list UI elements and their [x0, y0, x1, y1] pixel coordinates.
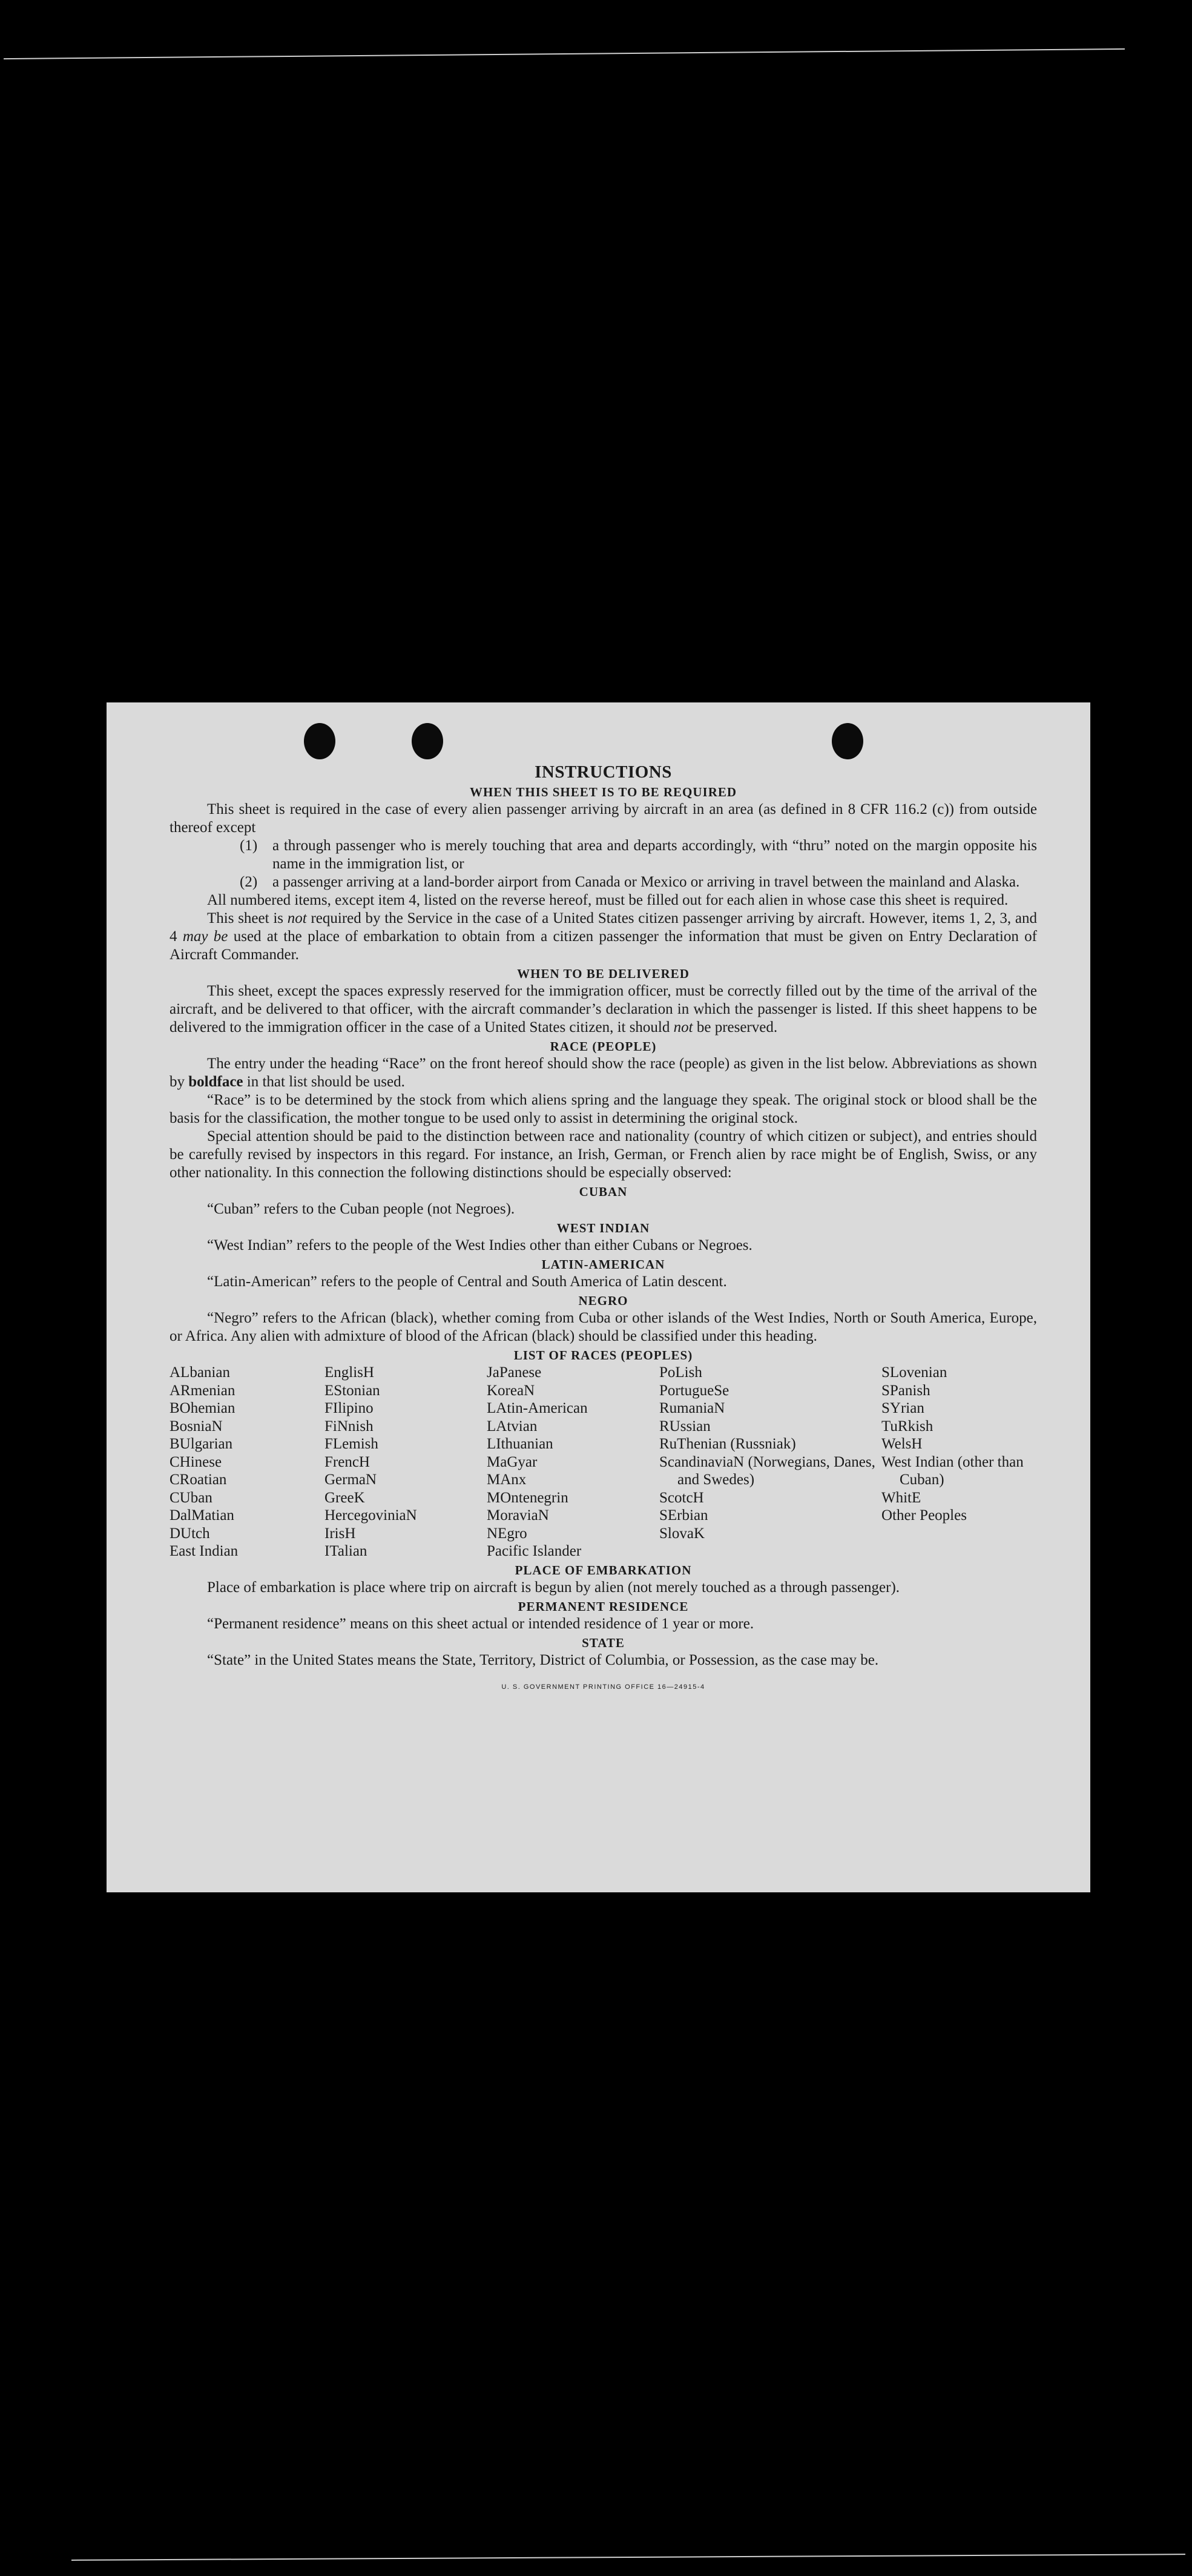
race-entry: SErbian — [659, 1507, 708, 1524]
race-column — [881, 1364, 1039, 1560]
race-entry: MOntenegrin — [487, 1489, 568, 1506]
punch-hole — [832, 723, 863, 759]
race-entry: ITalian — [324, 1543, 367, 1559]
text-run: The entry under the heading “Race” on the front hereof should show the race (people) as given in the list below. Abbreviations as shown by — [170, 1055, 1037, 1090]
paragraph — [170, 910, 1037, 964]
race-entry: ALbanian — [170, 1364, 230, 1381]
section-heading: PLACE OF EMBARKATION — [515, 1562, 692, 1577]
paragraph: “Race” is to be determined by the stock from which aliens spring and the language they speak. The original stock or blood shall be the basis for the classification, the mother tongue to be used only to assist in determining the original stock. — [170, 1092, 1037, 1126]
race-entry: LAtin-American — [487, 1400, 588, 1416]
list-item — [240, 837, 1037, 873]
race-entry: BUlgarian — [170, 1436, 233, 1452]
race-entry: MaGyar — [487, 1453, 538, 1470]
race-entry: CUban — [170, 1489, 212, 1506]
race-column — [659, 1364, 881, 1560]
text-run: This sheet, except the spaces expressly reserved for the immigration officer, must be correctly filled out by the time of the arrival of the aircraft, and be delivered to that officer, with the aircraft commander’s declaration in which the passenger is listed. If this sheet happens to be delivered to the immigration officer in the case of a United States citizen, it should — [170, 983, 1037, 1035]
text-run: required by the Service in the case of a United States citizen passenger arriving by aircraft. However, items 1, 2, 3, and 4 — [170, 910, 1037, 945]
race-entry: ScandinaviaN (Norwegians, Danes, and Swedes) — [659, 1453, 875, 1488]
race-entry: PortugueSe — [659, 1382, 729, 1399]
race-entry: ARmenian — [170, 1382, 235, 1399]
race-entry: MAnx — [487, 1471, 527, 1488]
list-number: (1) — [240, 837, 258, 854]
punch-hole — [304, 723, 335, 759]
list-item — [240, 873, 1037, 891]
race-entry: Other Peoples — [881, 1507, 967, 1524]
paragraph: This sheet is required in the case of every alien passenger arriving by aircraft in an area (as defined in 8 CFR 116.2 (c)) from outside thereof except — [170, 801, 1037, 836]
race-entry: WhitE — [881, 1489, 921, 1506]
race-entry: CRoatian — [170, 1471, 227, 1488]
race-entry: SYrian — [881, 1400, 924, 1416]
race-entry: RumaniaN — [659, 1400, 725, 1416]
race-entry: JaPanese — [487, 1364, 542, 1381]
emphasis: not — [287, 910, 307, 926]
race-entry: LAtvian — [487, 1418, 538, 1435]
paragraph — [170, 1055, 1037, 1091]
race-entry: LIthuanian — [487, 1436, 553, 1452]
section-heading: RACE (PEOPLE) — [550, 1039, 657, 1054]
scan-edge-bottom — [71, 2554, 1185, 2561]
race-entry: SLovenian — [881, 1364, 947, 1381]
race-entry: Pacific Islander — [487, 1543, 582, 1559]
race-entry: DalMatian — [170, 1507, 234, 1524]
list-number: (2) — [240, 874, 258, 890]
paragraph: Place of embarkation is place where trip on aircraft is begun by alien (not merely touched as a through passenger). — [207, 1579, 900, 1596]
paragraph: All numbered items, except item 4, listed on the reverse hereof, must be filled out for each alien in whose case this sheet is required. — [207, 892, 1009, 908]
race-entry: EnglisH — [324, 1364, 374, 1381]
paragraph: “Cuban” refers to the Cuban people (not Negroes). — [207, 1201, 515, 1217]
text-run: be preserved. — [693, 1019, 778, 1035]
emphasis: may be — [182, 928, 228, 945]
race-entry: NEgro — [487, 1525, 527, 1542]
page-title: INSTRUCTIONS — [535, 762, 672, 782]
section-heading: PERMANENT RESIDENCE — [518, 1599, 689, 1614]
section-heading: WEST INDIAN — [556, 1221, 650, 1235]
emphasis: not — [673, 1019, 693, 1035]
race-entry: RuThenian (Russniak) — [659, 1436, 796, 1452]
race-entry: DUtch — [170, 1525, 210, 1542]
race-column — [324, 1364, 487, 1560]
instruction-sheet — [107, 702, 1090, 1892]
text-run: This sheet is — [207, 910, 288, 926]
paragraph: “State” in the United States means the State, Territory, District of Columbia, or Possession, as the case may be. — [207, 1651, 879, 1668]
scan-edge-top — [4, 48, 1125, 59]
section-heading: STATE — [582, 1635, 625, 1650]
boldface-word: boldface — [188, 1074, 243, 1090]
race-column — [170, 1364, 324, 1560]
race-entry: TuRkish — [881, 1418, 934, 1435]
paragraph: “Latin-American” refers to the people of Central and South America of Latin descent. — [207, 1273, 727, 1290]
race-entry: East Indian — [170, 1543, 239, 1559]
section-heading: WHEN THIS SHEET IS TO BE REQUIRED — [469, 785, 737, 799]
race-entry: FIlipino — [324, 1400, 374, 1416]
race-entry: West Indian (other than Cuban) — [881, 1453, 1024, 1488]
section-heading: WHEN TO BE DELIVERED — [517, 966, 690, 981]
race-entry: HercegoviniaN — [324, 1507, 417, 1524]
race-entry: SlovaK — [659, 1525, 705, 1542]
race-entry: ScotcH — [659, 1489, 704, 1506]
paragraph: “Permanent residence” means on this sheet actual or intended residence of 1 year or more. — [207, 1615, 754, 1632]
race-entry: MoraviaN — [487, 1507, 549, 1524]
race-entry: BosniaN — [170, 1418, 223, 1435]
race-entry: PoLish — [659, 1364, 702, 1381]
paragraph — [170, 982, 1037, 1037]
race-entry: WelsH — [881, 1436, 923, 1452]
race-entry: KoreaN — [487, 1382, 535, 1399]
race-entry: GreeK — [324, 1489, 365, 1506]
list-text: a passenger arriving at a land-border airport from Canada or Mexico or arriving in travel between the mainland and Alaska. — [272, 874, 1020, 890]
printer-imprint: U. S. GOVERNMENT PRINTING OFFICE 16—24915-4 — [501, 1683, 705, 1691]
race-entry: BOhemian — [170, 1400, 235, 1416]
race-entry: FrencH — [324, 1453, 370, 1470]
race-list — [170, 1364, 1037, 1560]
paragraph: “West Indian” refers to the people of the West Indies other than either Cubans or Negroes. — [207, 1237, 752, 1253]
race-entry: CHinese — [170, 1453, 222, 1470]
race-entry: FiNnish — [324, 1418, 374, 1435]
section-heading: NEGRO — [578, 1293, 628, 1308]
race-column — [487, 1364, 659, 1560]
paragraph: Special attention should be paid to the distinction between race and nationality (country of which citizen or subject), and entries should be carefully revised by inspectors in this regard. For instance, an Irish, German, or French alien by race might be of English, Swiss, or any other nationality. In this connection the following distinctions should be especially observed: — [170, 1128, 1037, 1181]
race-entry: EStonian — [324, 1382, 380, 1399]
race-entry: SPanish — [881, 1382, 930, 1399]
punch-hole — [412, 723, 443, 759]
section-heading: LATIN-AMERICAN — [541, 1257, 665, 1272]
list-text: a through passenger who is merely touching that area and departs accordingly, with “thru” noted on the margin opposite his name in the immigration list, or — [272, 837, 1037, 872]
race-entry: RUssian — [659, 1418, 711, 1435]
race-entry: IrisH — [324, 1525, 356, 1542]
race-entry: FLemish — [324, 1436, 378, 1452]
text-run: in that list should be used. — [243, 1074, 405, 1090]
race-list-heading: LIST OF RACES (PEOPLES) — [513, 1348, 693, 1362]
paragraph: “Negro” refers to the African (black), whether coming from Cuba or other islands of the West Indies, North or South America, Europe, or Africa. Any alien with admixture of blood of the African (black) should be classified under this heading. — [170, 1310, 1037, 1344]
section-heading: CUBAN — [579, 1184, 628, 1199]
text-run: used at the place of embarkation to obtain from a citizen passenger the information that must be given on Entry Declaration of Aircraft Commander. — [170, 928, 1038, 963]
race-entry: GermaN — [324, 1471, 377, 1488]
